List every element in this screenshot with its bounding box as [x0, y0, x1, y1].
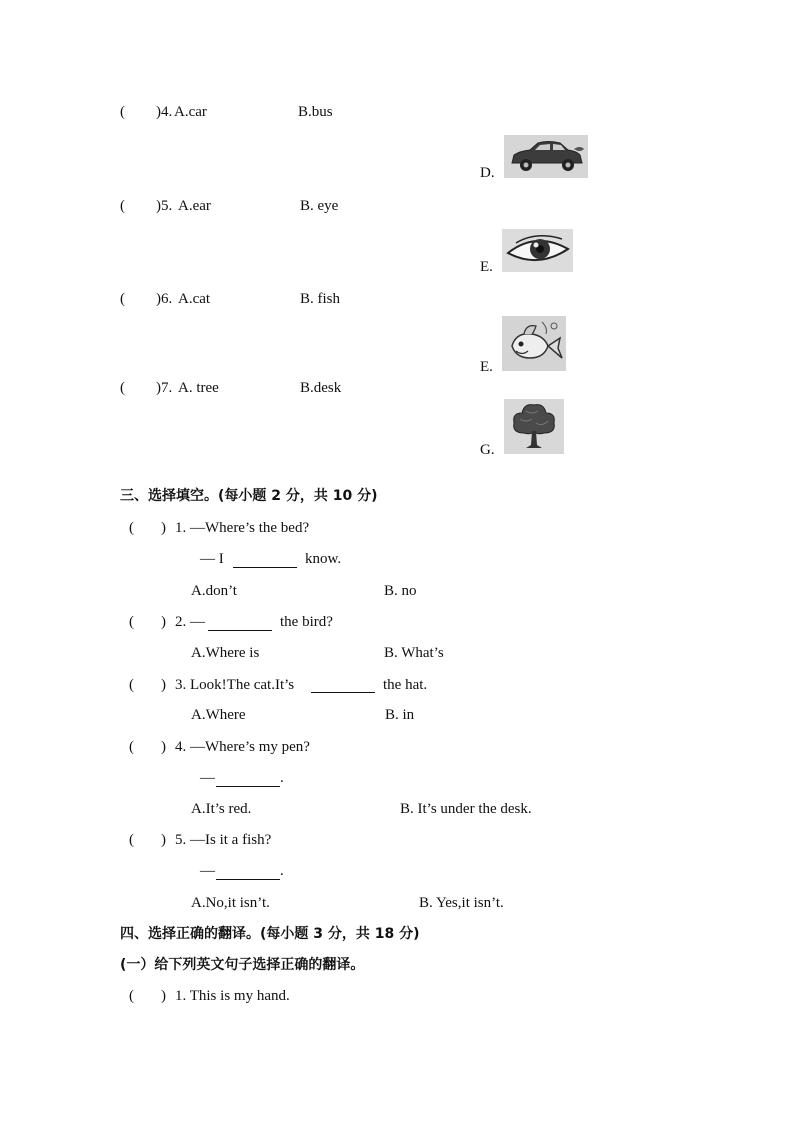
option-b: B. It’s under the desk. — [400, 801, 532, 817]
section-4-subheading: (一）给下列英文句子选择正确的翻译。 — [120, 957, 365, 973]
answer-bracket-close: ) — [156, 380, 161, 396]
answer-bracket-open[interactable]: ( — [120, 291, 125, 307]
question-number: 7. — [161, 380, 173, 396]
answer-bracket-close: ) — [161, 520, 166, 536]
option-a: A.car — [174, 104, 207, 120]
answer-bracket-open[interactable]: ( — [120, 104, 125, 120]
option-b: B. fish — [300, 291, 341, 307]
stem-tail: the bird? — [280, 614, 333, 630]
answer-dash: — — [200, 863, 215, 879]
eye-icon — [502, 229, 573, 272]
picture-label: E. — [480, 259, 493, 275]
question-stem: 1. —Where’s the bed? — [175, 520, 310, 536]
fish-icon — [502, 316, 566, 371]
answer-bracket-open[interactable]: ( — [120, 198, 125, 214]
question-stem: 5. —Is it a fish? — [175, 832, 272, 848]
answer-bracket-open[interactable]: ( — [129, 677, 134, 693]
option-b: B. What’s — [384, 645, 444, 661]
stem-tail: the hat. — [383, 677, 428, 693]
answer-bracket-close: ) — [156, 291, 161, 307]
option-b: B. in — [385, 707, 415, 723]
question-stem: 4. —Where’s my pen? — [175, 739, 310, 755]
option-a: A.Where — [191, 707, 246, 723]
answer-bracket-open[interactable]: ( — [129, 614, 134, 630]
option-a: A.No,it isn’t. — [191, 895, 270, 911]
option-a: A.Where is — [191, 645, 260, 661]
answer-bracket-open[interactable]: ( — [129, 988, 134, 1004]
option-a: A.It’s red. — [191, 801, 252, 817]
question-number: 4. — [161, 104, 173, 120]
option-a: A.ear — [178, 198, 211, 214]
fill-blank[interactable] — [216, 786, 280, 787]
answer-bracket-open[interactable]: ( — [129, 739, 134, 755]
answer-bracket-close: ) — [161, 988, 166, 1004]
option-b: B. no — [384, 583, 417, 599]
fill-blank[interactable] — [233, 567, 297, 568]
answer-bracket-close: ) — [161, 739, 166, 755]
fill-blank[interactable] — [311, 692, 375, 693]
answer-bracket-open[interactable]: ( — [120, 380, 125, 396]
answer-bracket-open[interactable]: ( — [129, 832, 134, 848]
section-4-heading: 四、选择正确的翻译。(每小题 3 分，共 18 分) — [120, 926, 420, 942]
option-b: B.bus — [298, 104, 333, 120]
answer-bracket-close: ) — [161, 832, 166, 848]
answer-period: . — [280, 770, 284, 786]
option-a: A.don’t — [191, 583, 237, 599]
option-b: B.desk — [300, 380, 342, 396]
picture-label: G. — [480, 442, 495, 458]
question-stem: 2. — — [175, 614, 205, 630]
fill-blank[interactable] — [216, 879, 280, 880]
picture-label: E. — [480, 359, 493, 375]
option-a: A.cat — [178, 291, 211, 307]
stem-tail: know. — [305, 551, 342, 567]
question-number: 6. — [161, 291, 173, 307]
answer-period: . — [280, 863, 284, 879]
fill-blank[interactable] — [208, 630, 272, 631]
answer-bracket-close: ) — [161, 614, 166, 630]
answer-dash: — — [200, 770, 215, 786]
question-number: 5. — [161, 198, 173, 214]
answer-dash: — I — [200, 551, 224, 567]
question-stem: 3. Look!The cat.It’s — [175, 677, 295, 693]
option-a: A. tree — [178, 380, 219, 396]
answer-bracket-close: ) — [161, 677, 166, 693]
car-icon — [504, 135, 588, 178]
picture-label: D. — [480, 165, 495, 181]
option-b: B. eye — [300, 198, 339, 214]
option-b: B. Yes,it isn’t. — [419, 895, 504, 911]
tree-icon — [504, 399, 564, 454]
section-3-heading: 三、选择填空。(每小题 2 分，共 10 分) — [120, 488, 378, 504]
answer-bracket-close: ) — [156, 104, 161, 120]
answer-bracket-close: ) — [156, 198, 161, 214]
question-stem: 1. This is my hand. — [175, 988, 290, 1004]
answer-bracket-open[interactable]: ( — [129, 520, 134, 536]
